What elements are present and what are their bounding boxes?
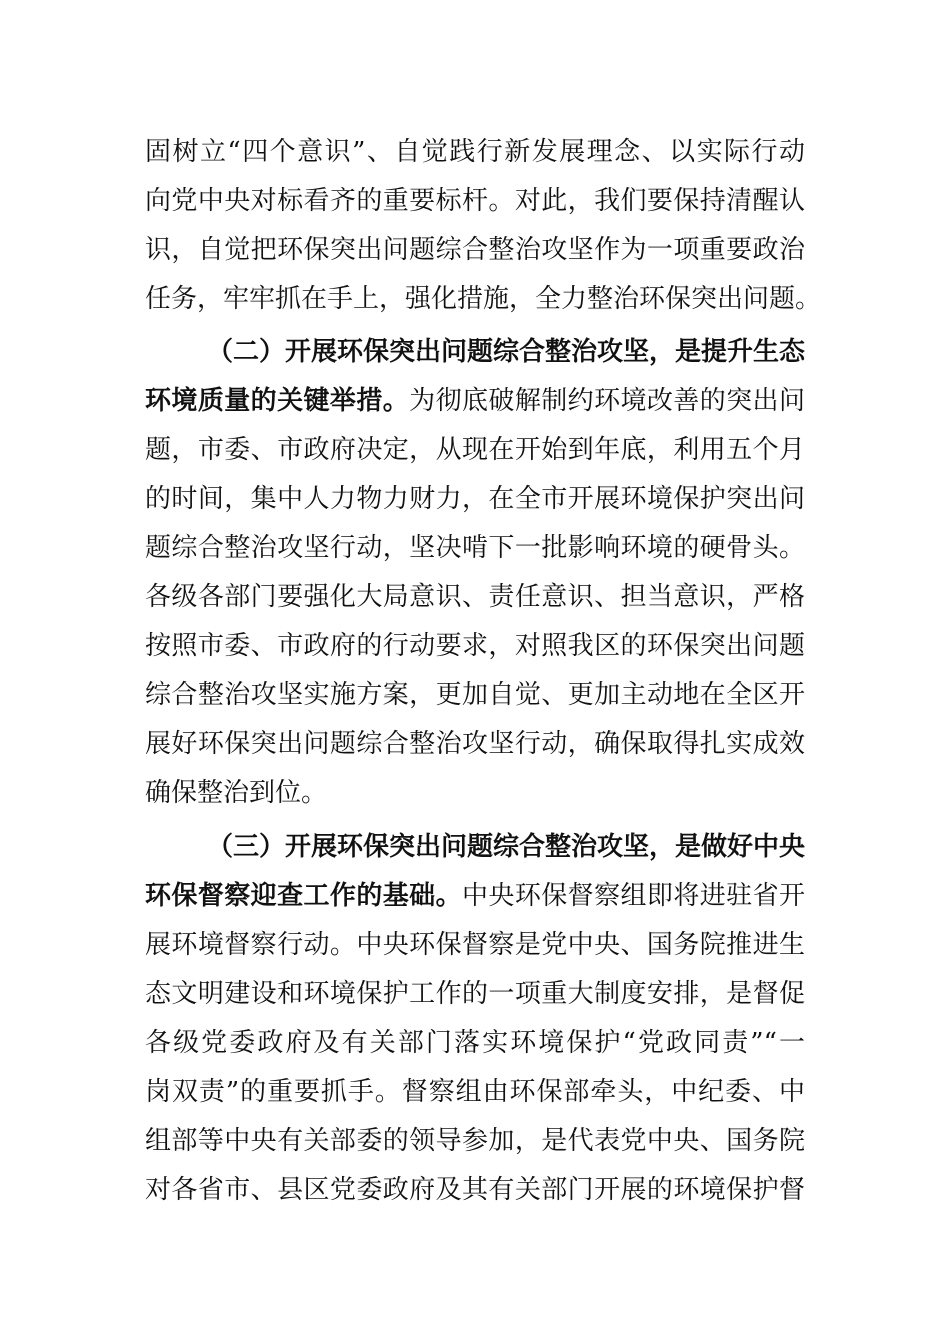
paragraph-line: 题综合整治攻坚行动，坚决啃下一批影响环境的硬骨头。 xyxy=(145,533,805,563)
section-heading-line: （二）开展环保突出问题综合整治攻坚，是提升生态 xyxy=(207,337,806,367)
section-heading-continued: 环境质量的关键举措。 xyxy=(145,386,410,416)
paragraph-line: 固树立“四个意识”、自觉践行新发展理念、以实际行动 xyxy=(145,137,805,167)
paragraph-line: 向党中央对标看齐的重要标杆。对此，我们要保持清醒认 xyxy=(145,186,805,216)
paragraph-line: 对各省市、县区党委政府及其有关部门开展的环境保护督 xyxy=(145,1175,805,1205)
paragraph-line: 题，市委、市政府决定，从现在开始到年底，利用五个月 xyxy=(145,435,805,465)
paragraph-line: 按照市委、市政府的行动要求，对照我区的环保突出问题 xyxy=(145,631,805,661)
paragraph-line: 环保督察迎查工作的基础。中央环保督察组即将进驻省开 xyxy=(145,881,805,911)
paragraph-line: 展好环保突出问题综合整治攻坚行动，确保取得扎实成效 xyxy=(145,729,805,759)
paragraph-line: 的时间，集中人力物力财力，在全市开展环境保护突出问 xyxy=(145,484,805,514)
paragraph-line: 展环境督察行动。中央环保督察是党中央、国务院推进生 xyxy=(145,930,805,960)
paragraph-line: 组部等中央有关部委的领导参加，是代表党中央、国务院 xyxy=(145,1126,805,1156)
paragraph-line: 确保整治到位。 xyxy=(145,778,328,808)
paragraph-line: 综合整治攻坚实施方案，更加自觉、更加主动地在全区开 xyxy=(145,680,805,710)
paragraph-line: 岗双责”的重要抓手。督察组由环保部牵头，中纪委、中 xyxy=(145,1077,805,1107)
section-heading-continued: 环保督察迎查工作的基础。 xyxy=(145,881,462,911)
paragraph-line: 识，自觉把环保突出问题综合整治攻坚作为一项重要政治 xyxy=(145,235,805,265)
paragraph-line: 各级党委政府及有关部门落实环境保护“党政同责”“一 xyxy=(145,1028,805,1058)
paragraph-line: 任务，牢牢抓在手上，强化措施，全力整治环保突出问题。 xyxy=(145,284,822,314)
section-heading-line: （三）开展环保突出问题综合整治攻坚，是做好中央 xyxy=(207,832,806,862)
paragraph-line: 态文明建设和环境保护工作的一项重大制度安排，是督促 xyxy=(145,979,805,1009)
paragraph-line: 各级各部门要强化大局意识、责任意识、担当意识，严格 xyxy=(145,582,805,612)
paragraph-line: 环境质量的关键举措。为彻底破解制约环境改善的突出问 xyxy=(145,386,805,416)
